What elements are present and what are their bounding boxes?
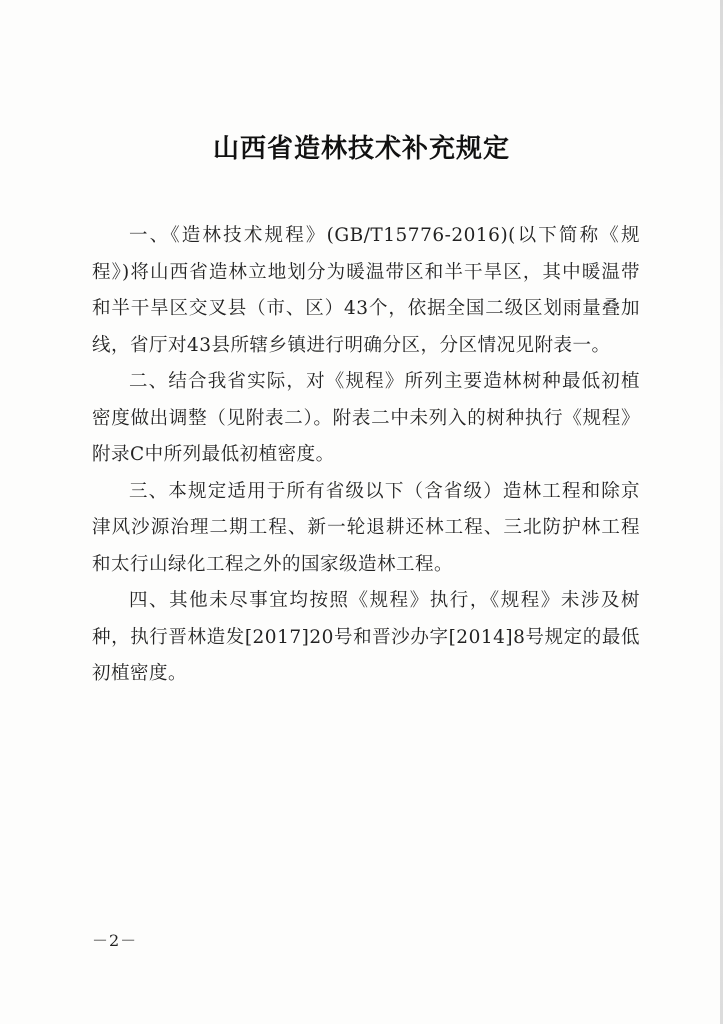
page-number: －2－ xyxy=(92,931,138,950)
document-title: 山西省造林技术补充规定 xyxy=(212,134,510,164)
paragraph-4: 四、其他未尽事宜均按照《规程》执行，《规程》未涉及树种，执行晋林造发[2017]20号和晋沙办字[2014]8号规定的最低初植密度。 xyxy=(92,590,640,684)
paragraph-3: 三、本规定适用于所有省级以下（含省级）造林工程和除京津风沙源治理二期工程、新一轮退耕还林工程、三北防护林工程和太行山绿化工程之外的国家级造林工程。 xyxy=(92,480,640,575)
document-body xyxy=(92,218,640,693)
paragraph-2: 二、结合我省实际，对《规程》所列主要造林树种最低初植密度做出调整（见附表二）。附表二中未列入的树种执行《规程》附录C中所列最低初植密度。 xyxy=(92,371,640,465)
paragraph-1: 一、《造林技术规程》(GB/T15776-2016)(以下简称《规程》)将山西省造林立地划分为暖温带区和半干旱区，其中暖温带和半干旱区交叉县（市、区）43个，依据全国二级区划雨量叠加线，省厅对43县所辖乡镇进行明确分区，分区情况见附表一。 xyxy=(92,225,640,356)
